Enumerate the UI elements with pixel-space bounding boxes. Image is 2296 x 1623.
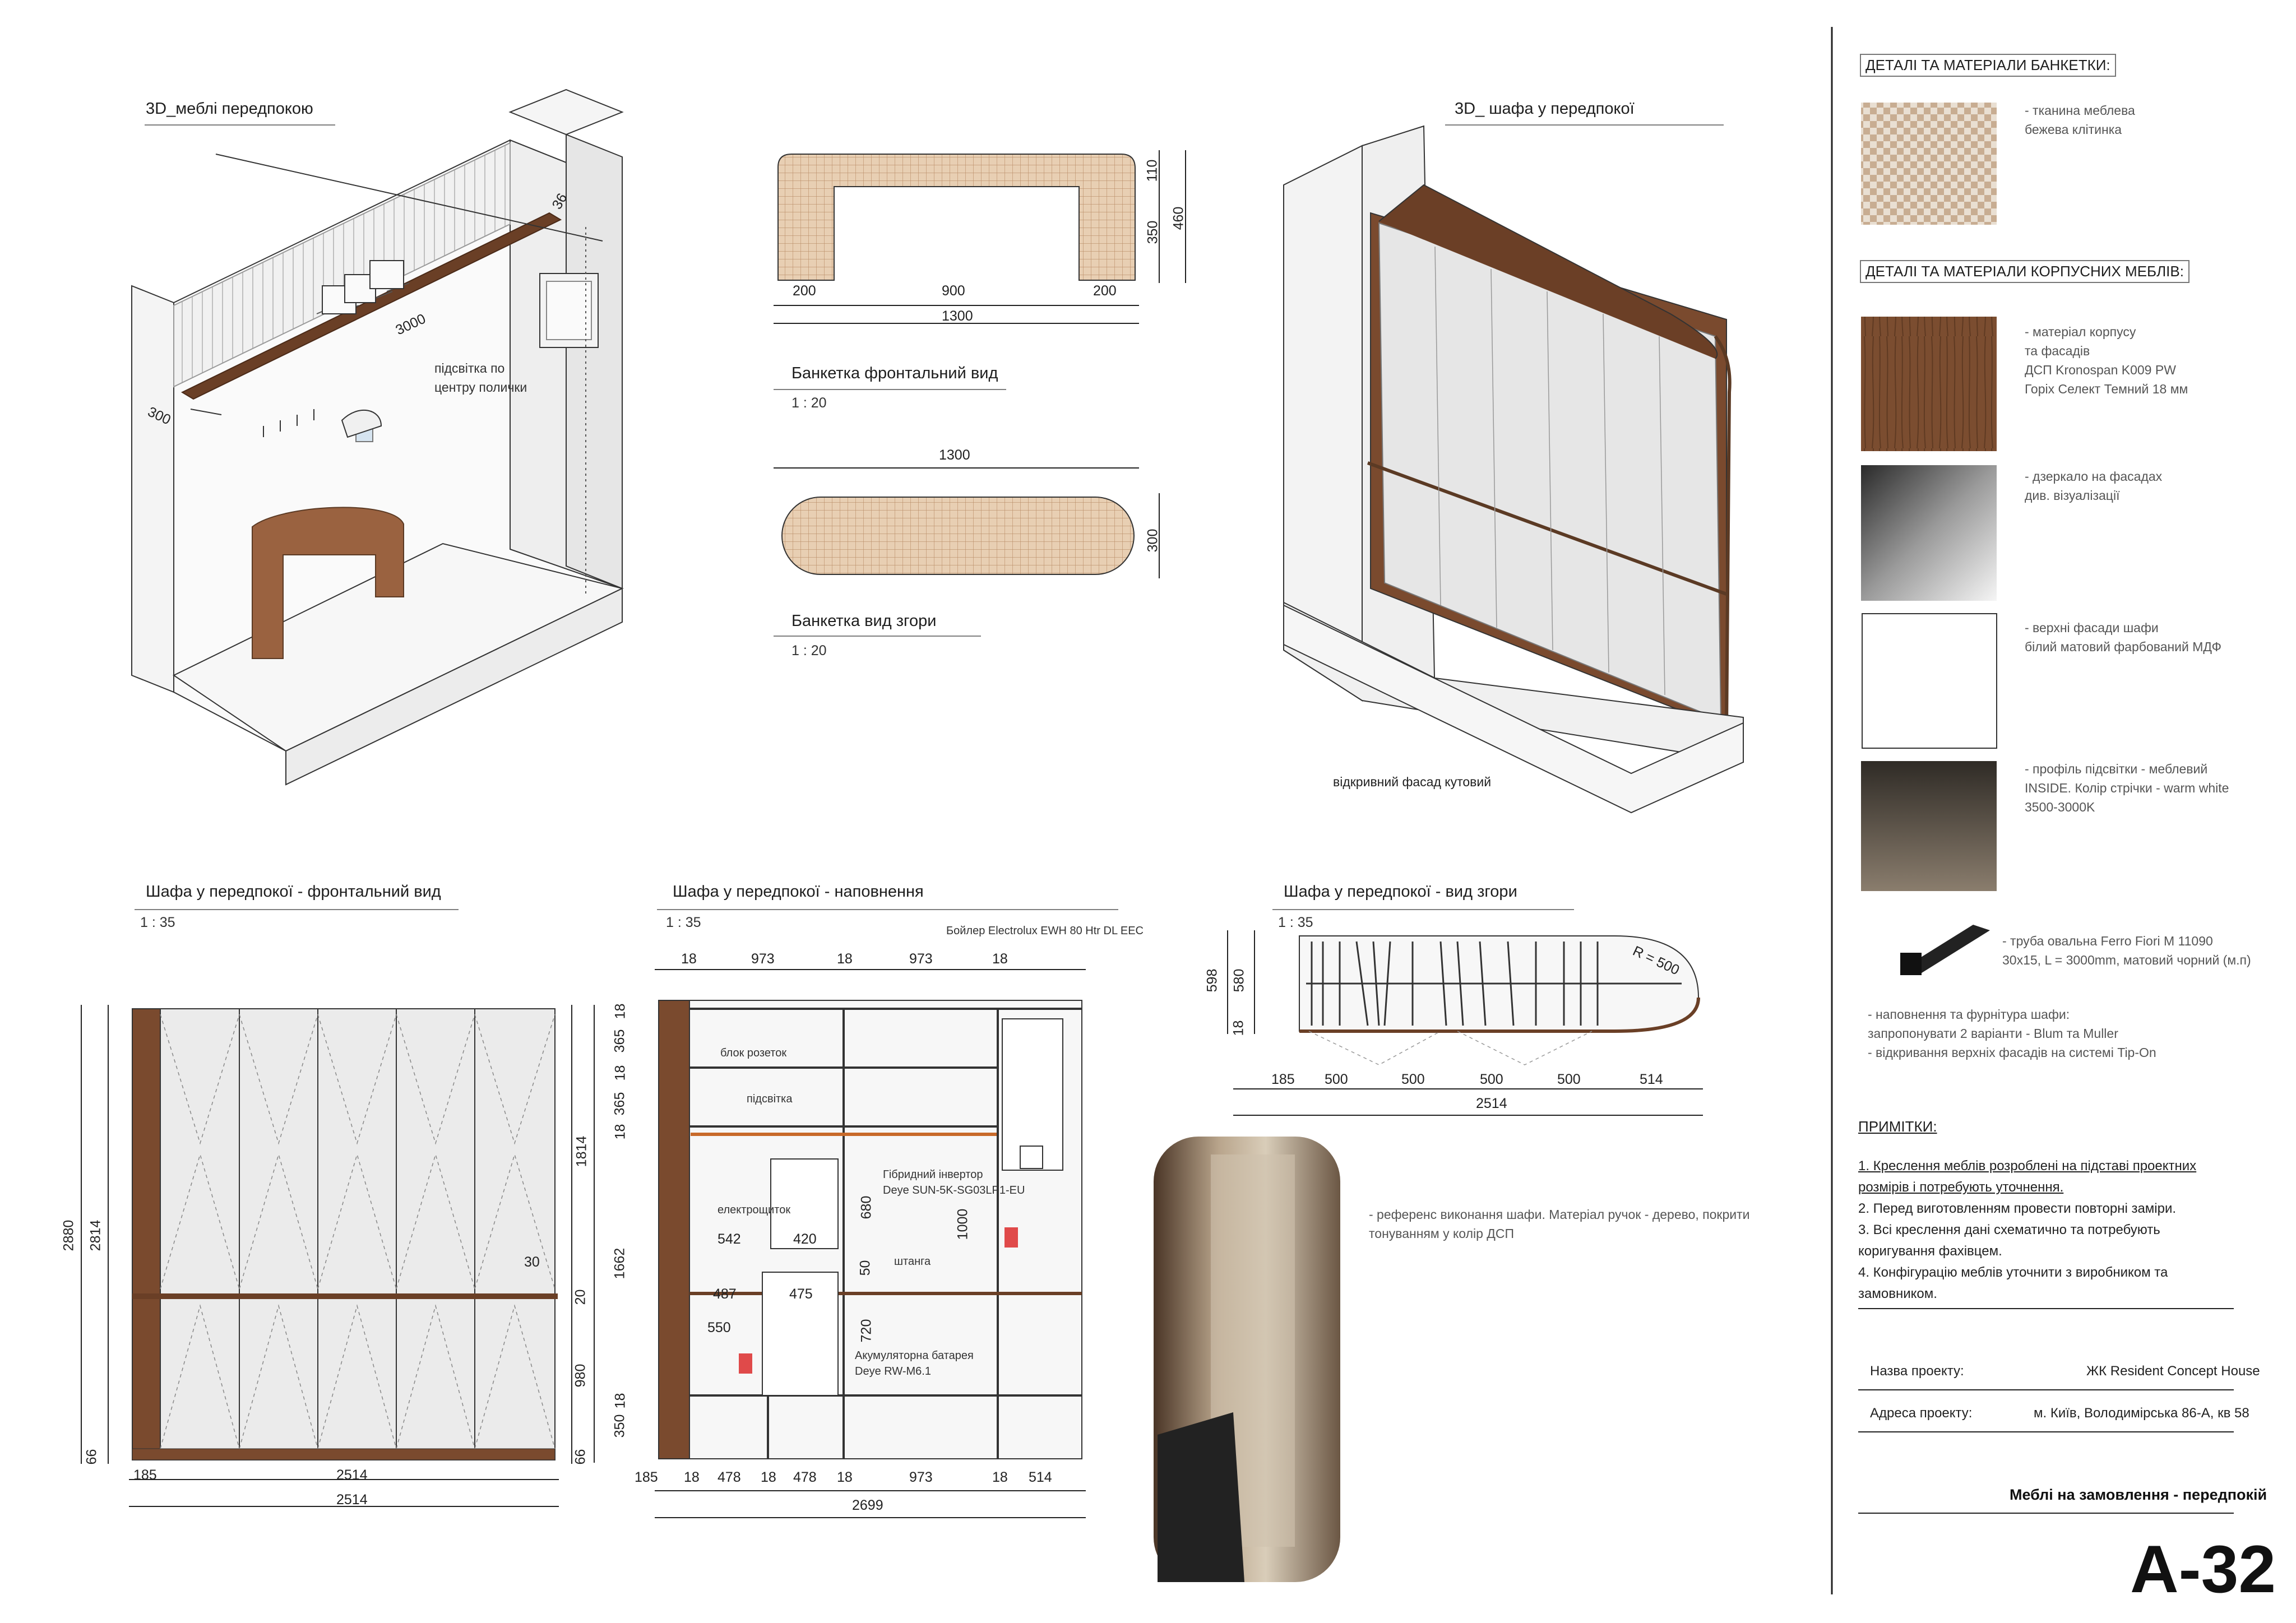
cabinet-materials-title: ДЕТАЛІ ТА МАТЕРІАЛИ КОРПУСНИХ МЕБЛІВ: bbox=[1860, 260, 2189, 283]
address-value: м. Київ, Володимірська 86-А, кв 58 bbox=[2034, 1406, 2249, 1421]
sheet-number: А-32 bbox=[2130, 1532, 2276, 1607]
dim-top-598: 598 bbox=[1204, 968, 1220, 993]
dim-fill-v-18b: 18 bbox=[612, 1065, 628, 1081]
label-panel: електрощиток bbox=[718, 1204, 791, 1216]
wardrobe-3d-view bbox=[1284, 126, 1743, 813]
dim-benchtop-300: 300 bbox=[1145, 528, 1161, 553]
dim-front-30: 30 bbox=[524, 1254, 540, 1270]
dim-fill-v-18c: 18 bbox=[612, 1124, 628, 1140]
dim-fill-top-18a: 18 bbox=[681, 951, 697, 967]
dim-fill-1000: 1000 bbox=[955, 1208, 971, 1240]
dim-fill-542: 542 bbox=[718, 1231, 741, 1247]
dim-fill-v-365b: 365 bbox=[612, 1092, 628, 1116]
dim-top-b-514: 514 bbox=[1640, 1072, 1663, 1087]
label-corner-facade: відкривний фасад кутовий bbox=[1333, 775, 1492, 789]
dim-front-1814: 1814 bbox=[573, 1135, 590, 1167]
dim-hall-3000: 3000 bbox=[393, 310, 428, 338]
title-wardrobe-top: Шафа у передпокої - вид згори bbox=[1284, 883, 1517, 901]
dim-bench-900: 900 bbox=[942, 283, 965, 299]
dim-fill-top-973a: 973 bbox=[751, 951, 775, 967]
dim-bench-110: 110 bbox=[1144, 159, 1160, 182]
dim-top-b-500d: 500 bbox=[1557, 1072, 1581, 1087]
bench-front-view bbox=[774, 150, 1186, 323]
address-label: Адреса проекту: bbox=[1870, 1406, 1973, 1421]
dim-fill-top-18c: 18 bbox=[992, 951, 1008, 967]
swatch-fabric bbox=[1861, 103, 1997, 225]
dim-top-18: 18 bbox=[1230, 1020, 1247, 1036]
dim-fill-b-514: 514 bbox=[1029, 1469, 1052, 1485]
swatch-wood bbox=[1861, 317, 1997, 451]
dim-top-b-500a: 500 bbox=[1325, 1072, 1348, 1087]
dim-fill-680: 680 bbox=[858, 1195, 874, 1219]
dim-front-2514b: 2514 bbox=[336, 1492, 368, 1508]
label-boiler: Бойлер Electrolux EWH 80 Htr DL EEC bbox=[946, 925, 1144, 937]
scale-wardrobe-fill: 1 : 35 bbox=[666, 915, 701, 930]
dim-bench-200b: 200 bbox=[1093, 283, 1117, 299]
dim-front-66a: 66 bbox=[84, 1449, 100, 1465]
dim-top-b-185: 185 bbox=[1271, 1072, 1295, 1087]
dim-top-radius: R = 500 bbox=[1630, 943, 1682, 979]
reference-note: - референс виконання шафи. Матеріал ручок - дерево, покрити тонуванням у колір ДСП bbox=[1369, 1207, 1750, 1241]
dim-top-total: 2514 bbox=[1476, 1096, 1507, 1111]
dim-front-2880: 2880 bbox=[61, 1219, 77, 1251]
dim-fill-b-18b: 18 bbox=[761, 1469, 776, 1485]
label-rod: штанга bbox=[894, 1255, 931, 1268]
bench-materials-title: ДЕТАЛІ ТА МАТЕРІАЛИ БАНКЕТКИ: bbox=[1860, 54, 2116, 77]
dim-benchtop-1300: 1300 bbox=[939, 447, 970, 463]
sheet-title: Меблі на замовлення - передпокій bbox=[2010, 1486, 2267, 1503]
dim-front-185: 185 bbox=[133, 1467, 157, 1483]
dim-top-b-500c: 500 bbox=[1480, 1072, 1503, 1087]
dim-fill-top-18b: 18 bbox=[837, 951, 853, 967]
mirror-desc: - дзеркало на фасадах див. візуалізації bbox=[2025, 469, 2163, 503]
note-2: 2. Перед виготовленням провести повторні заміри. bbox=[1858, 1201, 2177, 1216]
dim-fill-475: 475 bbox=[789, 1286, 813, 1302]
bench-top-view bbox=[774, 468, 1159, 578]
scale-wardrobe-front: 1 : 35 bbox=[140, 915, 175, 930]
dim-hall-36: 36 bbox=[549, 191, 571, 212]
dim-fill-top-973b: 973 bbox=[909, 951, 933, 967]
dim-fill-b-478a: 478 bbox=[718, 1469, 741, 1485]
title-bench-front: Банкетка фронтальний вид bbox=[791, 364, 998, 382]
title-wardrobe-front: Шафа у передпокої - фронтальний вид bbox=[146, 883, 441, 901]
dim-bench-200a: 200 bbox=[793, 283, 816, 299]
dim-front-2514a: 2514 bbox=[336, 1467, 368, 1483]
hall-3d-view bbox=[132, 90, 622, 785]
dim-fill-v-18a: 18 bbox=[612, 1003, 628, 1019]
fabric-desc: - тканина меблева бежева клітинка bbox=[2025, 103, 2135, 137]
dim-fill-720: 720 bbox=[858, 1319, 874, 1343]
dim-fill-b-18c: 18 bbox=[837, 1469, 853, 1485]
dim-fill-b-18a: 18 bbox=[684, 1469, 700, 1485]
wardrobe-filling-view bbox=[594, 970, 1086, 1518]
tube-icon bbox=[1900, 925, 1990, 975]
wardrobe-front-view bbox=[81, 1005, 572, 1506]
dim-fill-b-478b: 478 bbox=[793, 1469, 817, 1485]
title-wardrobe-fill: Шафа у передпокої - наповнення bbox=[673, 883, 924, 901]
label-inverter: Гібридний інвертор Deye SUN-5K-SG03LP1-EU bbox=[883, 1168, 1025, 1197]
project-label: Назва проекту: bbox=[1870, 1364, 1964, 1379]
fill-desc: - наповнення та фурнітура шафи: запропонувати 2 варіанти - Blum та Muller - відкривання верхніх фасадів на системі Tip-On bbox=[1868, 1007, 2156, 1060]
notes-title: ПРИМІТКИ: bbox=[1858, 1118, 1937, 1135]
note-1: 1. Креслення меблів розроблені на підставі проектних розмірів і потребують уточнення. bbox=[1858, 1158, 2197, 1195]
dim-top-b-500b: 500 bbox=[1401, 1072, 1425, 1087]
label-shelf-light: підсвітка по центру полички bbox=[434, 361, 527, 395]
profile-desc: - профіль підсвітки - меблевий INSIDE. Колір стрічки - warm white 3500-3000K bbox=[2025, 762, 2229, 814]
body-desc: - матеріал корпусу та фасадів ДСП Kronospan K009 PW Горіх Селект Темний 18 мм bbox=[2025, 324, 2188, 396]
dim-bench-350: 350 bbox=[1145, 220, 1161, 244]
dim-fill-420: 420 bbox=[793, 1231, 817, 1247]
title-hall-3d: 3D_меблі передпокою bbox=[146, 100, 313, 118]
dim-fill-550: 550 bbox=[707, 1320, 731, 1336]
project-value: ЖК Resident Concept House bbox=[2086, 1364, 2260, 1379]
note-4: 4. Конфігурацію меблів уточнити з виробником та замовником. bbox=[1858, 1265, 2168, 1301]
dim-fill-v-1662: 1662 bbox=[612, 1248, 628, 1279]
title-bench-top: Банкетка вид згори bbox=[791, 612, 937, 630]
note-3: 3. Всі креслення дані схематично та потребують коригування фахівцем. bbox=[1858, 1222, 2160, 1259]
scale-bench-top: 1 : 20 bbox=[791, 643, 827, 659]
swatch-mirror bbox=[1861, 465, 1997, 601]
dim-fill-v-350: 350 bbox=[612, 1414, 628, 1438]
dim-fill-b-973: 973 bbox=[909, 1469, 933, 1485]
swatch-white bbox=[1862, 614, 1997, 748]
label-battery: Акумуляторна батарея Deye RW-M6.1 bbox=[855, 1350, 974, 1378]
dim-fill-v-18d: 18 bbox=[612, 1393, 628, 1409]
dim-bench-460: 460 bbox=[1170, 206, 1187, 230]
dim-front-980: 980 bbox=[572, 1364, 589, 1388]
dim-fill-487: 487 bbox=[713, 1286, 737, 1302]
upper-desc: - верхні фасади шафи білий матовий фарбований МДФ bbox=[2025, 620, 2221, 654]
dim-hall-300: 300 bbox=[145, 404, 173, 428]
dim-fill-b-185: 185 bbox=[635, 1469, 658, 1485]
dim-front-2814: 2814 bbox=[87, 1219, 104, 1251]
tube-desc: - труба овальна Ferro Fiori M 11090 30x15, L = 3000mm, матовий чорний (м.п) bbox=[2002, 934, 2251, 967]
dim-front-66b: 66 bbox=[572, 1449, 589, 1465]
title-wardrobe-3d: 3D_ шафа у передпокої bbox=[1455, 100, 1635, 118]
label-sockets: блок розеток bbox=[720, 1047, 787, 1059]
dim-fill-b-18d: 18 bbox=[992, 1469, 1008, 1485]
dim-top-580: 580 bbox=[1231, 968, 1247, 993]
scale-bench-front: 1 : 20 bbox=[791, 395, 827, 411]
dim-bench-1300: 1300 bbox=[942, 308, 973, 324]
dim-fill-v-365a: 365 bbox=[612, 1029, 628, 1053]
dim-fill-total: 2699 bbox=[852, 1497, 883, 1513]
dim-fill-50: 50 bbox=[857, 1260, 873, 1276]
dim-front-20: 20 bbox=[572, 1289, 589, 1305]
label-fill-light: підсвітка bbox=[747, 1093, 793, 1105]
swatch-profile-photo bbox=[1861, 761, 1997, 891]
scale-wardrobe-top: 1 : 35 bbox=[1278, 915, 1313, 930]
